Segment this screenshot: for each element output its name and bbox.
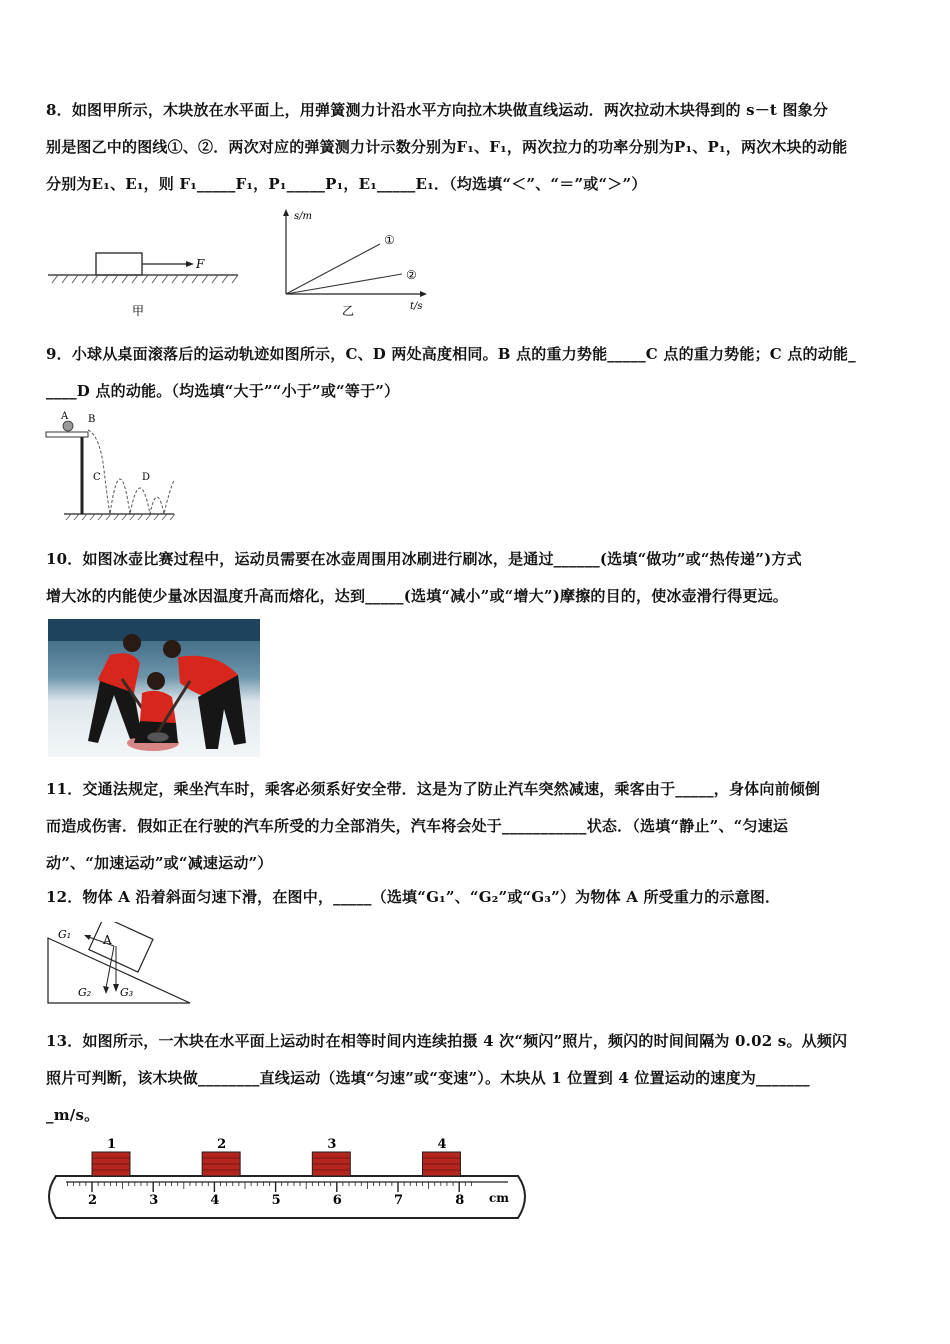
wooden-block	[96, 253, 142, 275]
arrow-g1-head	[84, 935, 91, 940]
athlete-right-head	[163, 640, 181, 658]
q11-line-2: 而造成伤害．假如正在行驶的汽车所受的力全部消失，汽车将会处于___________状态．（选填“静止”、“匀速运	[46, 817, 789, 835]
label-c: C	[93, 472, 101, 483]
flash-block-label: 4	[437, 1137, 447, 1152]
q9-line-1: 9．小球从桌面滚落后的运动轨迹如图所示，C、D 两处高度相同。B 点的重力势能_____C 点的重力势能；C 点的动能_	[46, 345, 856, 363]
arrow-g3-head	[113, 984, 119, 992]
ruler-number: 4	[210, 1193, 220, 1208]
figure-ball-trajectory	[44, 410, 184, 522]
q10-line-1: 10．如图冰壶比赛过程中，运动员需要在冰壶周围用冰刷进行刷冰，是通过______(选填“做功”或“热传递”)方式	[46, 550, 802, 568]
ruler-unit: cm	[489, 1191, 510, 1205]
athlete-left-head	[123, 634, 141, 652]
question-9	[46, 336, 908, 410]
floor-hatching	[66, 514, 175, 520]
line-1	[286, 244, 380, 294]
figure-yi-st-graph	[272, 206, 432, 320]
arena-stands	[48, 619, 260, 641]
q8-line-3: 分别为E₁、E₁，则 F₁_____F₁，P₁_____P₁，E₁_____E₁．（均选填“＜”、“＝”或“＞”）	[46, 175, 647, 193]
question-8	[46, 92, 908, 203]
ruler-number: 8	[455, 1193, 465, 1208]
ruler-number: 2	[88, 1193, 98, 1208]
force-label: F	[196, 257, 205, 271]
x-axis-arrow	[420, 291, 427, 297]
trajectory-path	[88, 430, 174, 514]
flash-block	[202, 1137, 240, 1176]
q12-line-1: 12．物体 A 沿着斜面匀速下滑，在图中，_____（选填“G₁”、“G₂”或“G₃”）为物体 A 所受重力的示意图．	[46, 888, 781, 906]
y-axis-arrow	[283, 209, 289, 216]
label-g2: G₂	[78, 986, 92, 999]
y-axis-label: s/m	[294, 211, 312, 222]
x-axis-label: t/s	[410, 301, 423, 312]
label-a: A	[61, 411, 69, 422]
line-2	[286, 274, 402, 294]
label-b: B	[88, 414, 96, 425]
athlete-middle-head	[147, 672, 165, 690]
flash-block-label: 1	[107, 1137, 117, 1152]
question-11	[46, 771, 908, 882]
curling-photo	[48, 619, 260, 757]
table-top	[46, 432, 88, 437]
flash-block	[312, 1137, 350, 1176]
block-a	[89, 922, 153, 972]
ruler-number: 7	[394, 1193, 404, 1208]
curling-stone	[147, 732, 169, 742]
ruler-number: 6	[332, 1193, 342, 1208]
q11-line-3: 动”、“加速运动”或“减速运动”）	[46, 854, 273, 872]
ball	[63, 421, 73, 431]
label-d: D	[142, 472, 151, 483]
q11-line-1: 11．交通法规定，乘坐汽车时，乘客必须系好安全带．这是为了防止汽车突然减速，乘客由于_____，身体向前倾倒	[46, 780, 821, 798]
force-arrowhead	[186, 261, 194, 267]
flash-block	[422, 1137, 460, 1176]
question-13	[46, 1023, 908, 1134]
ruler-number: 3	[149, 1193, 159, 1208]
q13-line-3: _m/s。	[46, 1106, 100, 1124]
q8-line-1: 8．如图甲所示，木块放在水平面上，用弹簧测力计沿水平方向拉木块做直线运动．两次拉动木块得到的 s－t 图象分	[46, 101, 829, 119]
caption-yi: 乙	[342, 304, 355, 318]
flash-block	[92, 1137, 130, 1176]
q8-line-2: 别是图乙中的图线①、②．两次对应的弹簧测力计示数分别为F₁、F₁，两次拉力的功率分别为P₁、P₁，两次木块的动能	[46, 138, 848, 156]
q9-line-2: ____D 点的动能。（均选填“大于”“小于”或“等于”）	[46, 382, 400, 400]
block-a-label: A	[103, 933, 112, 947]
ground-hatching	[52, 275, 238, 283]
q13-line-1: 13．如图所示，一木块在水平面上运动时在相等时间内连续拍摄 4 次“频闪”照片，频闪的时间间隔为 0.02 s。从频闪	[46, 1032, 848, 1050]
line-2-label: ②	[406, 268, 417, 282]
flash-blocks	[92, 1137, 460, 1176]
caption-jia: 甲	[132, 304, 145, 318]
label-g3: G₃	[120, 986, 134, 999]
flash-block-label: 3	[327, 1137, 337, 1152]
q10-line-2: 增大冰的内能使少量冰因温度升高而熔化，达到_____(选填“减小”或“增大”)摩擦的目的，使冰壶滑行得更远。	[46, 587, 789, 605]
flash-block-label: 2	[217, 1137, 227, 1152]
label-g1: G₁	[58, 928, 72, 941]
figure-ruler	[42, 1134, 532, 1226]
q13-line-2: 照片可判断，该木块做________直线运动（选填“匀速”或“变速”）。木块从 1 位置到 4 位置运动的速度为_______	[46, 1069, 810, 1087]
question-12	[46, 879, 908, 916]
line-1-label: ①	[384, 233, 395, 247]
figure-incline	[44, 922, 196, 1008]
figure-jia	[44, 240, 244, 320]
question-10	[46, 541, 908, 615]
ruler-number: 5	[271, 1193, 281, 1208]
arrow-g2-head	[103, 986, 109, 994]
